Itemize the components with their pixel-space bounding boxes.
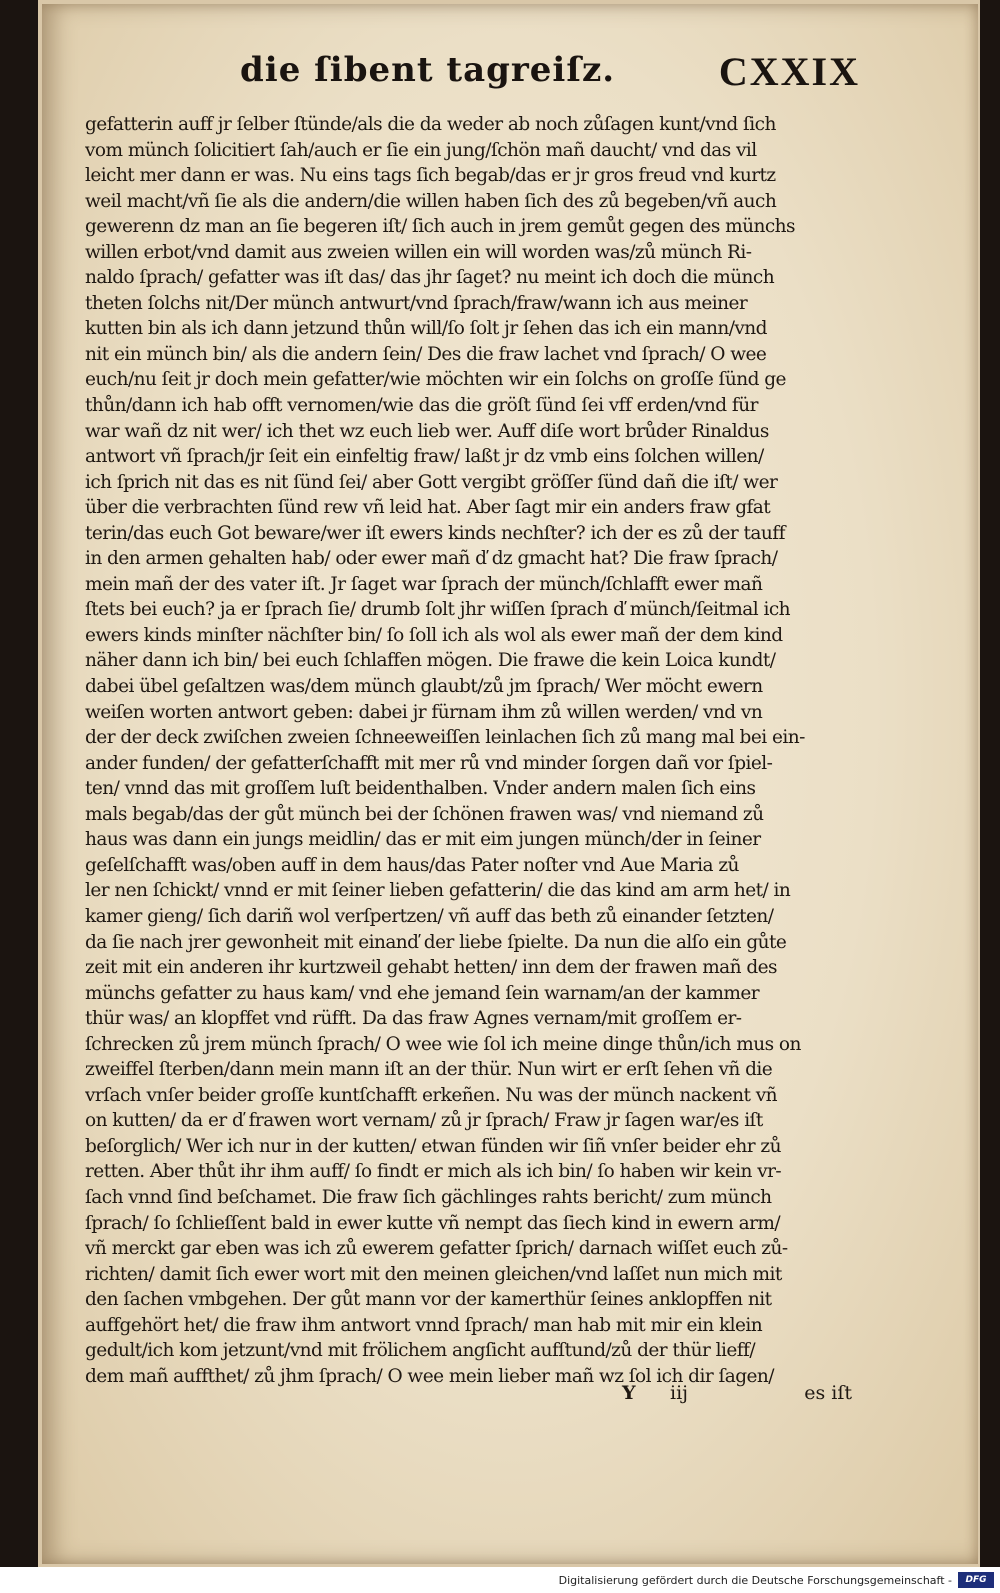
text-line: vom münch ſolicitiert ſah/auch er ſie ein jung/ſchön mañ daucht/ vnd das vil [85,139,757,161]
text-line: ſprach/ ſo ſchlieſſent bald in ewer kutte vñ nempt das ſiech kind in ewern arm/ [85,1212,781,1234]
dfg-logo: DFG [958,1572,994,1588]
text-line: vñ merckt gar eben was ich zů ewerem gefatter ſprich/ darnach wiſſet euch zů- [85,1238,788,1260]
text-line: willen erbot/vnd damit aus zweien willen ein will worden was/zů münch Ri- [85,241,752,263]
text-line: dem mañ auffthet/ zů jhm ſprach/ O wee mein lieber mañ wz ſol ich dir ſagen/ [85,1365,774,1387]
text-line: da ſie nach jrer gewonheit mit einanď der liebe ſpielte. Da nun die alſo ein gůte [85,931,787,953]
text-line: theten ſolchs nit/Der münch antwurt/vnd ſprach/fraw/wann ich aus meiner [85,292,748,314]
text-line: zweiffel ſterben/dann mein mann iſt an der thür. Nun wirt er erſt ſehen vñ die [85,1059,773,1081]
running-title: die ſibent tagreiſz. [240,50,616,90]
digitization-credit: Digitalisierung gefördert durch die Deutsche Forschungsgemeinschaft - [558,1574,952,1587]
running-head [240,50,860,100]
text-line: antwort vñ ſprach/jr ſeit ein einfeltig fraw/ laßt jr dz vmb eins ſolchen willen/ [85,446,764,468]
text-line: gedult/ich kom jetzunt/vnd mit frölichem angſicht aufſtund/zů der thür lieff/ [85,1340,756,1362]
text-line: ewers kinds minſter nächſter bin/ ſo ſoll ich als wol als ewer mañ der dem kind [85,624,783,646]
folio-number: CXXIX [718,49,860,94]
text-line: den ſachen vmbgehen. Der gůt mann vor der kamerthür ſeines anklopffen nit [85,1289,772,1311]
text-line: ich ſprich nit das es nit ſünd ſei/ aber Gott vergibt gröſſer ſünd dañ die iſt/ wer [85,471,778,493]
text-line: gewerenn dz man an ſie begeren iſt/ ſich auch in jrem gemůt gegen des münchs [85,216,795,238]
signature-mark: Y [622,1382,636,1404]
text-line: naldo ſprach/ gefatter was iſt das/ das jhr ſaget? nu meint ich doch die münch [85,267,775,289]
text-line: euch/nu ſeit jr doch mein gefatter/wie möchten wir ein ſolchs on groſſe ſünd ge [85,369,786,391]
text-line: on kutten/ da er ď frawen wort vernam/ zů jr ſprach/ Fraw jr ſagen war/es iſt [85,1110,763,1132]
text-line: ſtets bei euch? ja er ſprach ſie/ drumb ſolt jhr wiſſen ſprach ď münch/ſeitmal ich [85,599,791,621]
text-line: kutten bin als ich dann jetzund thůn will/ſo ſolt jr ſehen das ich ein mann/vnd [85,318,767,340]
text-line: geſelſchafft was/oben auff in dem haus/das Pater noſter vnd Aue Maria zů [85,854,739,876]
text-line: haus was dann ein jungs meidlin/ das er mit eim jungen münch/der in ſeiner [85,829,761,851]
text-line: ler nen ſchickt/ vnnd er mit ſeiner lieben gefatterin/ die das kind am arm het/ in [85,880,791,902]
text-line: terin/das euch Got beware/wer iſt ewers kinds nechſter? ich der es zů der tauff [85,522,785,544]
text-line: war wañ dz nit wer/ ich thet wz euch lieb wer. Auff diſe wort brůder Rinaldus [85,420,769,442]
catchword: es iſt [804,1382,852,1404]
signature-number: iij [670,1382,689,1404]
text-line: gefatterin auff jr ſelber ſtünde/als die da weder ab noch zůſagen kunt/vnd ſich [85,114,776,135]
text-line: vrſach vnſer beider groſſe kuntſchafft erkeñen. Nu was der münch nackent vñ [85,1084,777,1106]
text-line: ten/ vnnd das mit groſſem luſt beidenthalben. Vnder andern malen ſich eins [85,778,756,800]
text-line: ander funden/ der gefatterſchafft mit mer rů vnd minder ſorgen dañ vor ſpiel- [85,752,773,774]
text-line: weiſen worten antwort geben: dabei jr fürnam ihm zů willen werden/ vnd vn [85,701,763,723]
text-line: ſchrecken zů jrem münch ſprach/ O wee wie ſol ich meine dinge thůn/ich mus on [85,1033,801,1055]
text-block [85,112,845,1389]
text-line: mals begab/das der gůt münch bei der ſchönen frawen was/ vnd niemand zů [85,803,764,825]
text-line: dabei übel geſaltzen was/dem münch glaubt/zů jm ſprach/ Wer möcht ewern [85,676,763,698]
text-line: über die verbrachten ſünd rew vñ leid hat. Aber ſagt mir ein anders fraw gfat [85,497,771,519]
text-line: richten/ damit ſich ewer wort mit den meinen gleichen/vnd laſſet nun mich mit [85,1263,782,1285]
text-line: weil macht/vñ ſie als die andern/die willen haben ſich des zů begeben/vñ auch [85,190,777,212]
text-line: beſorglich/ Wer ich nur in der kutten/ etwan fünden wir ſiñ vnſer beider ehr zů [85,1135,781,1157]
text-line: mein mañ der des vater iſt. Jr ſaget war ſprach der münch/ſchlafft ewer mañ [85,573,763,595]
text-line: näher dann ich bin/ bei euch ſchlaffen mögen. Die frawe die kein Loica kundt/ [85,650,776,672]
text-line: ſach vnnd ſind beſchamet. Die fraw ſich gächlinges rahts bericht/ zum münch [85,1186,772,1208]
footer-bar [0,1567,1000,1593]
text-line: in den armen gehalten hab/ oder ewer mañ ď dz gmacht hat? Die fraw ſprach/ [85,548,778,570]
text-line: leicht mer dann er was. Nu eins tags ſich begab/das er jr gros freud vnd kurtz [85,165,776,187]
text-line: thür was/ an klopffet vnd rüfft. Da das fraw Agnes vernam/mit groſſem er- [85,1008,742,1030]
text-line: kamer gieng/ ſich dariñ wol verſpertzen/ vñ auff das beth zů einander ſetzten/ [85,905,774,927]
text-line: nit ein münch bin/ als die andern ſein/ Des die fraw lachet vnd ſprach/ O wee [85,343,767,365]
text-line: münchs gefatter zu haus kam/ vnd ehe jemand ſein warnam/an der kammer [85,982,760,1004]
signature-line [622,1382,852,1410]
text-line: zeit mit ein anderen ihr kurtzweil gehabt hetten/ inn dem der frawen mañ des [85,957,777,979]
text-line: retten. Aber thůt ihr ihm auff/ ſo findt er mich als ich bin/ ſo haben wir kein vr- [85,1161,782,1183]
text-line: thůn/dann ich hab offt vernomen/wie das die gröſt ſünd ſei vff erden/vnd für [85,395,758,417]
text-line: der der deck zwiſchen zweien ſchneeweiſſen leinlachen ſich zů mang mal bei ein- [85,727,805,749]
text-line: auffgehört het/ die fraw ihm antwort vnnd ſprach/ man hab mit mir ein klein [85,1314,763,1336]
